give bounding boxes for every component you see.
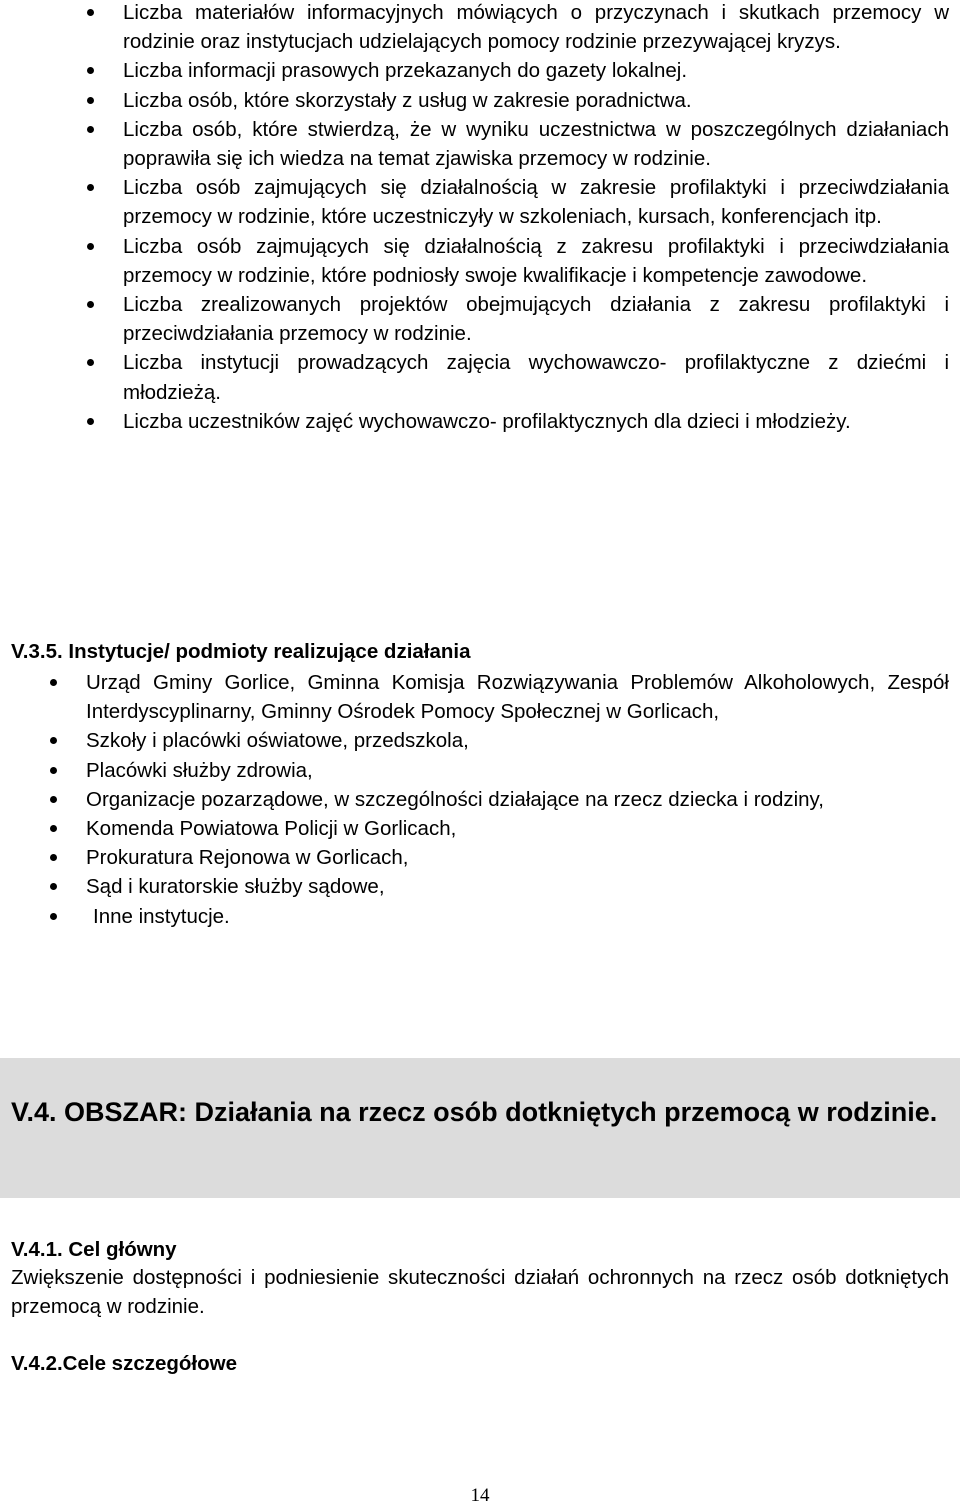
list-item (86, 902, 949, 931)
list-item-text: Prokuratura Rejonowa w Gorlicach, (86, 846, 409, 870)
bullet-icon (87, 243, 94, 250)
list-item (123, 290, 949, 348)
list-item (86, 668, 949, 726)
list-item-text: Liczba uczestników zajęć wychowawczo- profilaktycznych dla dzieci i młodzieży. (123, 409, 851, 433)
list-item-text: Liczba zrealizowanych projektów obejmujących działania z zakresu profilaktyki i przeciwdziałania przemocy w rodzinie. (123, 293, 949, 346)
bullet-icon (50, 737, 57, 744)
list-item (123, 86, 949, 115)
bullet-icon (87, 126, 94, 133)
list-item-text: Urząd Gminy Gorlice, Gminna Komisja Rozwiązywania Problemów Alkoholowych, Zespół Interdyscyplinarny, Gminny Ośrodek Pomocy Społecznej w Gorlicach, (86, 671, 949, 724)
list-item (123, 232, 949, 290)
bullet-icon (87, 184, 94, 191)
main-goal-text: Zwiększenie dostępności i podniesienie skuteczności działań ochronnych na rzecz osób dotkniętych przemocą w rodzinie. (11, 1266, 949, 1319)
list-item (123, 407, 949, 436)
list-item-text: Organizacje pozarządowe, w szczególności działające na rzecz dziecka i rodziny, (86, 787, 824, 811)
list-item-text: Sąd i kuratorskie służby sądowe, (86, 875, 385, 899)
page-number: 14 (470, 1485, 490, 1506)
list-item-text: Inne instytucje. (93, 904, 230, 928)
bullet-icon (50, 825, 57, 832)
list-item-text: Komenda Powiatowa Policji w Gorlicach, (86, 817, 457, 841)
bullet-icon (50, 679, 57, 686)
list-item (86, 785, 949, 814)
list-item (123, 56, 949, 85)
bullet-icon (87, 67, 94, 74)
list-item (123, 0, 949, 56)
list-item (86, 872, 949, 901)
list-item-text: Liczba informacji prasowych przekazanych do gazety lokalnej. (123, 59, 688, 83)
list-item-text: Liczba osób zajmujących się działalnością w zakresie profilaktyki i przeciwdziałania przemocy w rodzinie, które uczestniczyły w szkoleniach, kursach, konferencjach itp. (123, 176, 949, 229)
list-item-text: Liczba osób, które stwierdzą, że w wyniku uczestnictwa w poszczególnych działaniach poprawiła się ich wiedza na temat zjawiska przemocy w rodzinie. (123, 117, 949, 171)
bullet-icon (87, 9, 94, 16)
bullet-icon (87, 301, 94, 308)
list-item-text: Szkoły i placówki oświatowe, przedszkola, (86, 729, 469, 753)
bullet-icon (50, 796, 57, 803)
area-heading: V.4. OBSZAR: Działania na rzecz osób dotkniętych przemocą w rodzinie. (11, 1097, 938, 1127)
list-item-text: Liczba materiałów informacyjnych mówiących o przyczynach i skutkach przemocy w rodzinie oraz instytucjach udzielających pomocy rodzinie przezywającej kryzys. (123, 1, 949, 54)
bullet-icon (50, 913, 57, 920)
list-item-text: Liczba osób zajmujących się działalnością z zakresu profilaktyki i przeciwdziałania przemocy w rodzinie, które podniosły swoje kwalifikacje i kompetencje zawodowe. (123, 234, 949, 287)
indicators-list (123, 0, 949, 436)
list-item (86, 726, 949, 755)
bullet-icon (50, 883, 57, 890)
main-goal-heading: V.4.1. Cel główny (11, 1238, 177, 1261)
list-item (86, 814, 949, 843)
list-item (123, 348, 949, 406)
list-item-text: Liczba instytucji prowadzących zajęcia wychowawczo- profilaktyczne z dziećmi i młodzieżą. (123, 351, 949, 404)
list-item-text: Liczba osób, które skorzystały z usług w zakresie poradnictwa. (123, 88, 692, 112)
list-item (123, 115, 949, 173)
section-heading: V.3.5. Instytucje/ podmioty realizujące działania (11, 640, 471, 663)
bullet-icon (50, 854, 57, 861)
specific-goals-heading: V.4.2.Cele szczegółowe (11, 1352, 237, 1375)
bullet-icon (87, 97, 94, 104)
list-item (123, 173, 949, 231)
institutions-list (86, 668, 949, 931)
list-item (86, 756, 949, 785)
bullet-icon (87, 418, 94, 425)
bullet-icon (50, 767, 57, 774)
list-item (86, 843, 949, 872)
bullet-icon (87, 359, 94, 366)
list-item-text: Placówki służby zdrowia, (86, 758, 313, 782)
